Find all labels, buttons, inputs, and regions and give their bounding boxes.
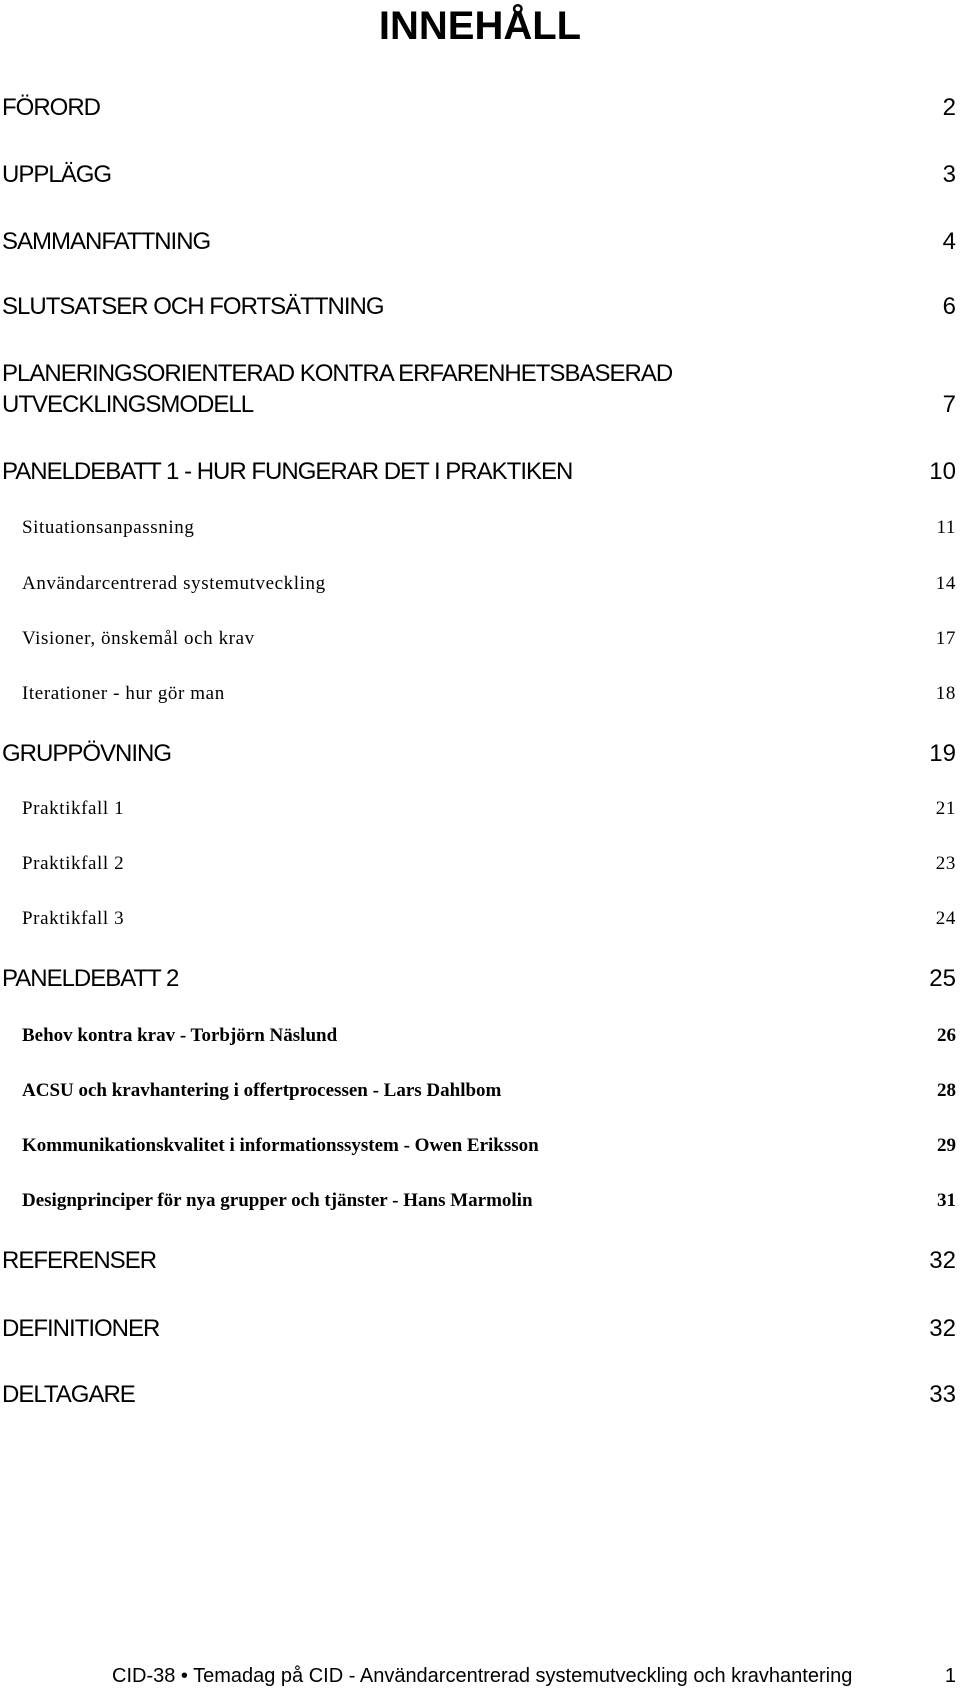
- toc-entry-page: 29: [937, 1135, 956, 1156]
- toc-entry-label: DELTAGARE: [2, 1381, 135, 1408]
- toc-entry-label: Praktikfall 3: [22, 908, 125, 929]
- toc-entry-page: 25: [929, 965, 956, 992]
- toc-entry-page: 33: [929, 1381, 956, 1408]
- toc-entry-label: DEFINITIONER: [2, 1315, 160, 1342]
- toc-entry-page: 3: [942, 161, 956, 188]
- toc-entry-planeringsorienterad[interactable]: [0, 359, 956, 419]
- toc-entry-label: Kommunikationskvalitet i informationssystem - Owen Eriksson: [22, 1135, 539, 1156]
- toc-entry-page: 14: [935, 573, 956, 594]
- toc-entry-label: Praktikfall 2: [22, 853, 125, 874]
- toc-entry-page: 2: [942, 94, 956, 121]
- toc-entry-label: Iterationer - hur gör man: [22, 683, 225, 704]
- toc-entry-label: Situationsanpassning: [22, 517, 195, 538]
- toc-entry-label: REFERENSER: [2, 1247, 157, 1274]
- toc-entry-label: PLANERINGSORIENTERAD KONTRA ERFARENHETSBASERAD: [2, 360, 673, 387]
- footer-page-number: 1: [944, 1665, 956, 1687]
- toc-entry-page: 6: [942, 293, 956, 320]
- toc-entry-label: SLUTSATSER OCH FORTSÄTTNING: [2, 293, 384, 320]
- toc-entry-page: 24: [935, 908, 956, 929]
- toc-entry-label: FÖRORD: [2, 94, 100, 121]
- toc-entry-label: SAMMANFATTNING: [2, 228, 211, 255]
- toc-entry-page: 32: [929, 1315, 956, 1342]
- toc-entry-page: 4: [942, 228, 956, 255]
- toc-entry-label: PANELDEBATT 1 - HUR FUNGERAR DET I PRAKTIKEN: [2, 458, 573, 485]
- toc-entry-label: Visioner, önskemål och krav: [22, 628, 255, 649]
- toc-entry-label: GRUPPÖVNING: [2, 740, 172, 767]
- toc-entry-page: 17: [935, 628, 956, 649]
- toc-entry-page: 32: [929, 1247, 956, 1274]
- toc-entry-page: 28: [937, 1080, 956, 1101]
- toc-entry-page: 10: [929, 458, 956, 485]
- toc-entry-label: UPPLÄGG: [2, 161, 112, 188]
- toc-entry-page: 7: [942, 391, 956, 418]
- toc-entry-page: 19: [929, 740, 956, 767]
- toc-entry-page: 26: [937, 1025, 956, 1046]
- toc-entry-label: Behov kontra krav - Torbjörn Näslund: [22, 1025, 338, 1046]
- page-title: INNEHÅLL: [378, 4, 582, 48]
- toc-entry-label: Designprinciper för nya grupper och tjänster - Hans Marmolin: [22, 1190, 533, 1211]
- toc-entry-label-continued: UTVECKLINGSMODELL: [2, 391, 254, 418]
- footer-text: CID-38 • Temadag på CID - Användarcentrerad systemutveckling och kravhantering: [112, 1665, 853, 1687]
- toc-entry-label: ACSU och kravhantering i offertprocessen - Lars Dahlbom: [22, 1080, 502, 1101]
- toc-entry-label: PANELDEBATT 2: [2, 965, 179, 992]
- toc-entry-page: 31: [937, 1190, 956, 1211]
- toc-entry-label: Användarcentrerad systemutveckling: [22, 573, 326, 594]
- toc-entry-page: 23: [935, 853, 956, 874]
- toc-entry-page: 18: [935, 683, 956, 704]
- toc-entry-label: Praktikfall 1: [22, 798, 125, 819]
- toc-entry-page: 21: [935, 798, 956, 819]
- toc-entry-page: 11: [936, 517, 956, 538]
